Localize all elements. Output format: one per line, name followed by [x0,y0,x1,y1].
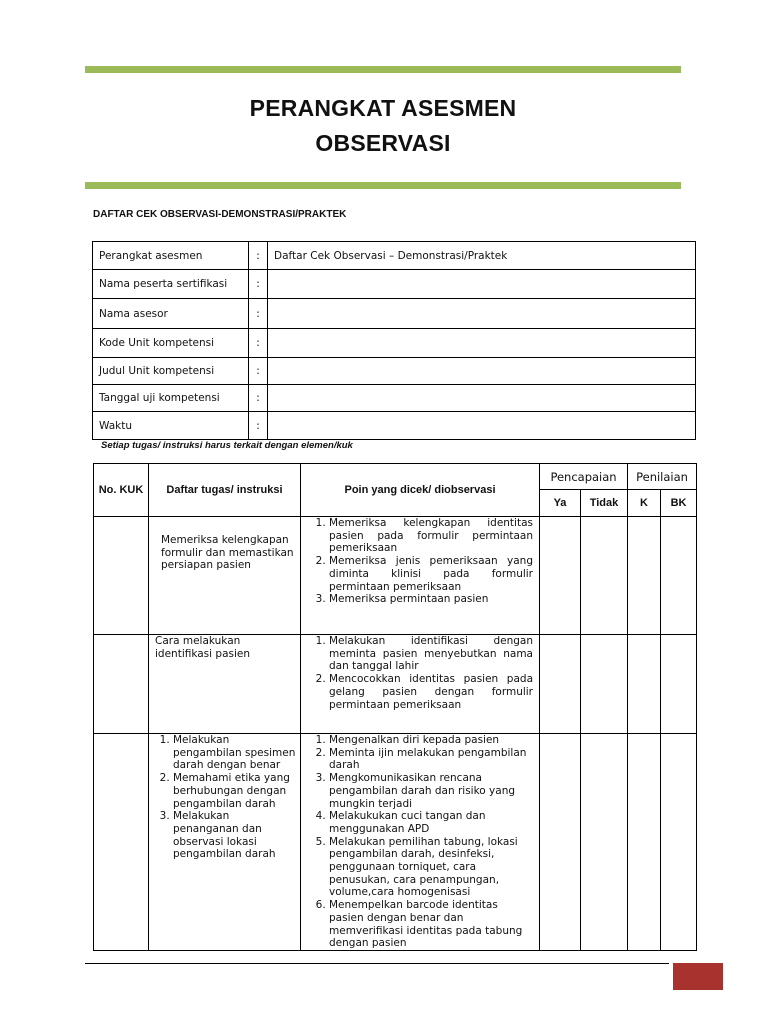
info-table [92,241,696,440]
table-header-row [94,464,697,490]
tugas-cell [149,734,301,951]
header-no-kuk: No. KUK [94,464,149,517]
section-heading: DAFTAR CEK OBSERVASI-DEMONSTRASI/PRAKTEK [93,209,347,220]
header-tidak: Tidak [581,490,628,517]
header-k: K [628,490,661,517]
info-colon: : [249,242,268,270]
info-label: Tanggal uji kompetensi [93,385,249,412]
info-colon: : [249,270,268,299]
poin-item: 5. Melakukan pemilihan tabung, lokasi pengambilan darah, desinfeksi, penggunaan torniquet, cara penusukan, cara penampungan, volume,cara homogenisasi [329,836,533,900]
instruction-note: Setiap tugas/ instruksi harus terkait dengan elemen/kuk [101,440,353,451]
poin-item: 1. Mengenalkan diri kepada pasien [329,734,533,747]
poin-item: 3. Memeriksa permintaan pasien [329,593,533,606]
poin-cell [301,635,540,734]
tidak-checkbox-cell[interactable] [581,517,628,635]
poin-item: 3. Mengkomunikasikan rencana pengambilan darah dan risiko yang mungkin terjadi [329,772,533,810]
table-row [94,635,697,734]
k-checkbox-cell[interactable] [628,635,661,734]
bk-checkbox-cell[interactable] [661,635,697,734]
kuk-cell[interactable] [94,635,149,734]
info-row [93,329,696,358]
poin-cell [301,734,540,951]
info-colon: : [249,358,268,385]
poin-item: 2. Memeriksa jenis pemeriksaan yang diminta klinisi pada formulir permintaan pemeriksaan [329,555,533,593]
tidak-checkbox-cell[interactable] [581,635,628,734]
poin-item: 4. Melakukukan cuci tangan dan menggunakan APD [329,810,533,835]
info-row [93,385,696,412]
bk-checkbox-cell[interactable] [661,517,697,635]
info-row [93,358,696,385]
header-daftar-tugas: Daftar tugas/ instruksi [149,464,301,517]
tugas-list [149,734,300,861]
k-checkbox-cell[interactable] [628,734,661,951]
info-value[interactable] [268,358,696,385]
footer-rule [85,963,669,964]
info-colon: : [249,385,268,412]
info-value[interactable] [268,299,696,329]
info-row [93,270,696,299]
header-bk: BK [661,490,697,517]
info-colon: : [249,329,268,358]
bottom-green-rule [85,182,681,189]
tugas-item: 3. Melakukan penanganan dan observasi lokasi pengambilan darah [173,810,296,861]
table-row [94,734,697,951]
page-title-line-2: OBSERVASI [315,130,451,156]
ya-checkbox-cell[interactable] [540,517,581,635]
page-title-line-1: PERANGKAT ASESMEN [249,95,517,121]
info-label: Judul Unit kompetensi [93,358,249,385]
tugas-cell [149,635,301,734]
ya-checkbox-cell[interactable] [540,734,581,951]
bk-checkbox-cell[interactable] [661,734,697,951]
info-label: Waktu [93,412,249,440]
poin-list [301,517,539,606]
header-poin: Poin yang dicek/ diobservasi [301,464,540,517]
tugas-text: Memeriksa kelengkapan formulir dan memastikan persiapan pasien [161,534,294,572]
poin-item: 6. Menempelkan barcode identitas pasien dengan benar dan memverifikasi identitas pada tabung dengan pasien [329,899,533,950]
info-row [93,242,696,270]
info-label: Perangkat asesmen [93,242,249,270]
poin-item: 1. Melakukan identifikasi dengan meminta pasien menyebutkan nama dan tanggal lahir [329,635,533,673]
poin-item: 1. Memeriksa kelengkapan identitas pasien pada formulir permintaan pemeriksaan [329,517,533,555]
tidak-checkbox-cell[interactable] [581,734,628,951]
poin-list [301,635,539,711]
info-label: Nama peserta sertifikasi [93,270,249,299]
poin-list [301,734,539,950]
header-pencapaian: Pencapaian [540,464,628,490]
table-row [94,517,697,635]
info-label: Kode Unit kompetensi [93,329,249,358]
poin-item: 2. Meminta ijin melakukan pengambilan darah [329,747,533,772]
kuk-cell[interactable] [94,734,149,951]
info-value[interactable] [268,270,696,299]
top-green-rule [85,66,681,73]
info-value[interactable]: Daftar Cek Observasi – Demonstrasi/Praktek [268,242,696,270]
k-checkbox-cell[interactable] [628,517,661,635]
info-colon: : [249,412,268,440]
ya-checkbox-cell[interactable] [540,635,581,734]
poin-cell [301,517,540,635]
info-value[interactable] [268,412,696,440]
tugas-cell [149,517,301,635]
observation-table [93,463,697,951]
tugas-item: 1. Melakukan pengambilan spesimen darah dengan benar [173,734,296,772]
header-penilaian: Penilaian [628,464,697,490]
info-label: Nama asesor [93,299,249,329]
tugas-item: 2. Memahami etika yang berhubungan dengan pengambilan darah [173,772,296,810]
tugas-text: Cara melakukan identifikasi pasien [155,635,251,660]
info-row [93,299,696,329]
header-ya: Ya [540,490,581,517]
info-colon: : [249,299,268,329]
info-value[interactable] [268,329,696,358]
poin-item: 2. Mencocokkan identitas pasien pada gelang pasien dengan formulir permintaan pemeriksaan [329,673,533,711]
footer-page-marker [673,963,723,990]
info-row [93,412,696,440]
info-value[interactable] [268,385,696,412]
kuk-cell[interactable] [94,517,149,635]
